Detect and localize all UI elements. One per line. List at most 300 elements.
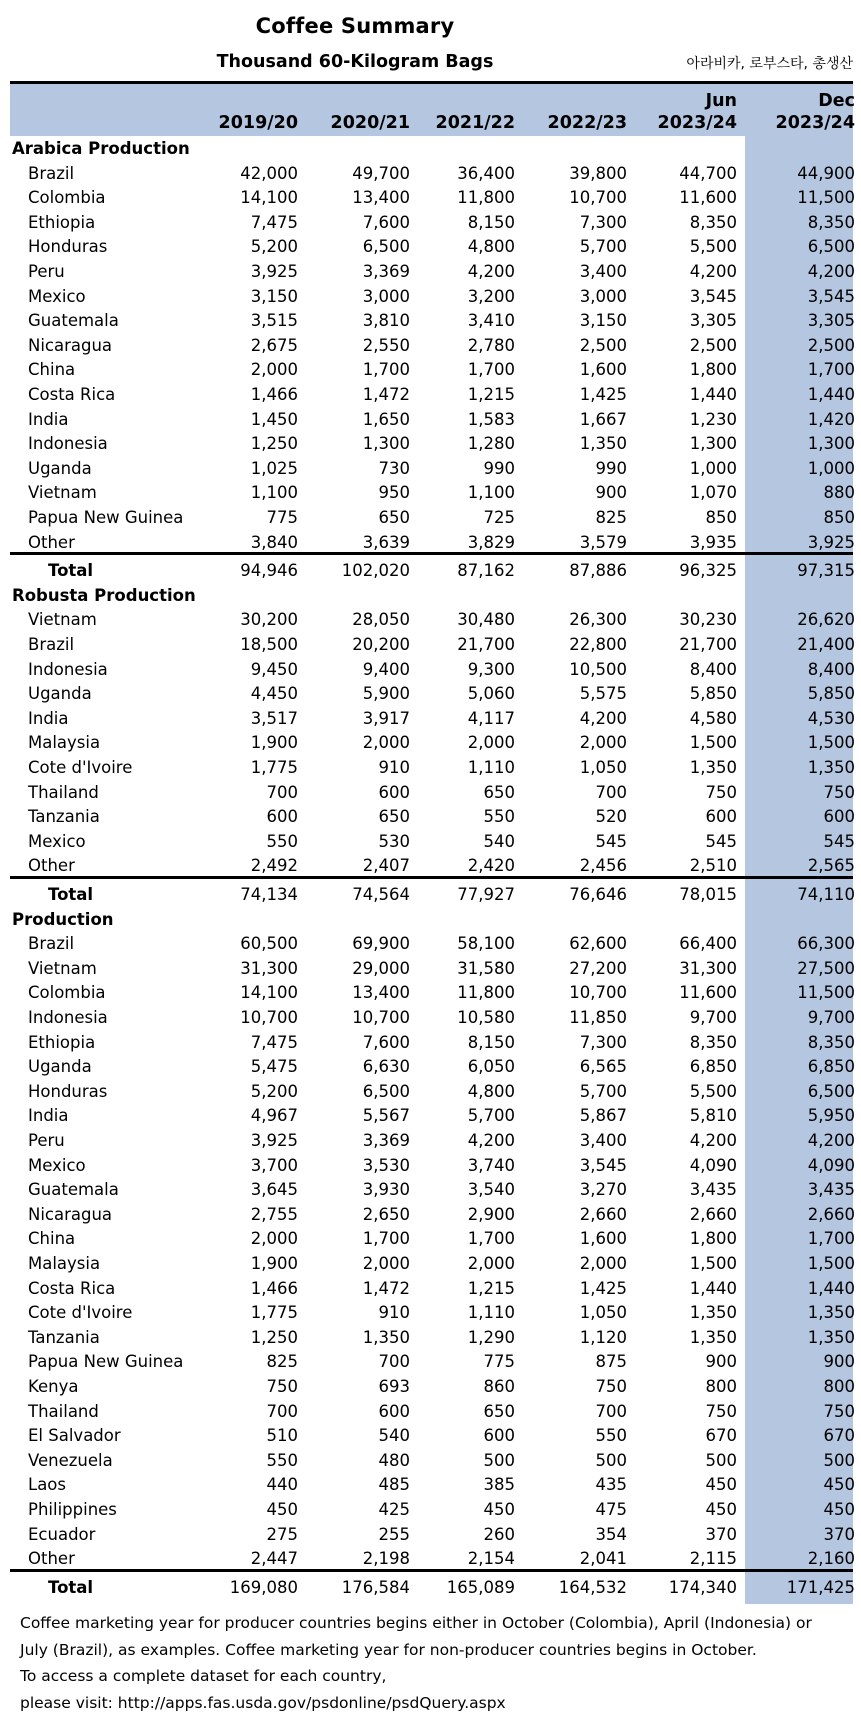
value-cell: 2,447 xyxy=(250,1549,298,1569)
value-cell: 2,660 xyxy=(807,1204,855,1224)
value-cell: 4,530 xyxy=(807,708,855,728)
country-label: Cote d'Ivoire xyxy=(28,1303,133,1323)
value-cell: 3,930 xyxy=(362,1180,410,1200)
total-value-cell: 165,089 xyxy=(446,1577,515,1597)
country-label: Mexico xyxy=(28,1155,86,1175)
value-cell: 260 xyxy=(483,1524,515,1544)
value-cell: 520 xyxy=(595,807,627,827)
value-cell: 31,300 xyxy=(679,958,737,978)
total-label: Total xyxy=(48,1577,94,1597)
value-cell: 950 xyxy=(378,483,410,503)
value-cell: 650 xyxy=(483,1401,515,1421)
value-cell: 1,700 xyxy=(362,360,410,380)
country-label: India xyxy=(28,409,69,429)
value-cell: 10,700 xyxy=(240,1008,298,1027)
country-label: Guatemala xyxy=(28,1180,119,1200)
value-cell: 1,425 xyxy=(579,1278,627,1298)
country-label: El Salvador xyxy=(28,1426,121,1446)
value-cell: 2,000 xyxy=(362,1254,410,1273)
value-cell: 10,580 xyxy=(457,1008,515,1027)
country-label: India xyxy=(28,708,69,728)
country-label: Honduras xyxy=(28,237,108,257)
value-cell: 1,350 xyxy=(807,1327,855,1347)
value-cell: 6,500 xyxy=(362,1081,410,1101)
value-cell: 3,740 xyxy=(467,1155,515,1175)
value-cell: 8,350 xyxy=(689,1032,737,1052)
value-cell: 1,466 xyxy=(250,385,298,404)
value-cell: 4,117 xyxy=(467,708,515,728)
country-label: India xyxy=(28,1106,69,1126)
value-cell: 5,575 xyxy=(579,684,627,704)
value-cell: 750 xyxy=(705,782,737,802)
country-label: Cote d'Ivoire xyxy=(28,758,133,777)
country-label: Venezuela xyxy=(28,1450,113,1470)
page-subtitle: Thousand 60-Kilogram Bags xyxy=(216,52,494,72)
value-cell: 825 xyxy=(266,1352,298,1372)
value-cell: 69,900 xyxy=(352,934,410,954)
value-cell: 1,350 xyxy=(689,758,737,777)
country-label: Colombia xyxy=(28,983,106,1003)
country-label: Guatemala xyxy=(28,311,119,331)
value-cell: 6,630 xyxy=(362,1057,410,1077)
total-value-cell: 87,162 xyxy=(457,561,515,581)
total-value-cell: 74,110 xyxy=(797,885,855,904)
value-cell: 4,200 xyxy=(467,262,515,281)
country-label: Mexico xyxy=(28,831,86,851)
value-cell: 1,472 xyxy=(362,385,410,404)
value-cell: 1,500 xyxy=(807,733,855,753)
value-cell: 11,600 xyxy=(679,983,737,1003)
value-cell: 1,775 xyxy=(250,1303,298,1323)
value-cell: 3,925 xyxy=(250,1131,298,1150)
total-row xyxy=(10,559,853,583)
value-cell: 5,700 xyxy=(467,1106,515,1126)
value-cell: 2,115 xyxy=(689,1549,737,1569)
table-row xyxy=(10,1154,853,1178)
country-label: Brazil xyxy=(28,163,75,183)
country-label: Uganda xyxy=(28,684,92,704)
country-label: Ecuador xyxy=(28,1524,96,1544)
column-header-top: Jun xyxy=(705,91,737,111)
section-title: Robusta Production xyxy=(12,585,196,605)
value-cell: 9,700 xyxy=(807,1008,855,1027)
footnote-line: please visit: http://apps.fas.usda.gov/psdonline/psdQuery.aspx xyxy=(20,1693,506,1712)
value-cell: 1,120 xyxy=(579,1327,627,1347)
value-cell: 11,500 xyxy=(797,983,855,1003)
value-cell: 30,230 xyxy=(679,610,737,630)
table-row xyxy=(10,1375,853,1399)
value-cell: 9,700 xyxy=(689,1008,737,1027)
country-label: Costa Rica xyxy=(28,1278,116,1298)
value-cell: 3,369 xyxy=(362,262,410,281)
table-row xyxy=(10,1301,853,1325)
value-cell: 750 xyxy=(823,782,855,802)
value-cell: 1,350 xyxy=(807,1303,855,1323)
table-row xyxy=(10,957,853,981)
value-cell: 275 xyxy=(266,1524,298,1544)
value-cell: 775 xyxy=(483,1352,515,1372)
section-heading xyxy=(10,908,853,932)
value-cell: 545 xyxy=(823,831,855,851)
country-label: Tanzania xyxy=(28,807,100,827)
value-cell: 1,350 xyxy=(689,1303,737,1323)
table-row xyxy=(10,1350,853,1374)
value-cell: 825 xyxy=(595,508,627,527)
value-cell: 700 xyxy=(595,782,627,802)
table-row xyxy=(10,358,853,382)
value-cell: 600 xyxy=(705,807,737,827)
country-label: Peru xyxy=(28,1131,65,1150)
value-cell: 2,565 xyxy=(807,856,855,876)
value-cell: 8,350 xyxy=(807,1032,855,1052)
table-row xyxy=(10,1252,853,1276)
total-label: Total xyxy=(48,561,94,581)
value-cell: 2,660 xyxy=(579,1204,627,1224)
table-row xyxy=(10,481,853,505)
total-value-cell: 77,927 xyxy=(457,885,515,904)
value-cell: 1,290 xyxy=(467,1327,515,1347)
value-cell: 3,305 xyxy=(689,311,737,331)
value-cell: 2,900 xyxy=(467,1204,515,1224)
country-label: China xyxy=(28,1229,76,1249)
total-value-cell: 74,134 xyxy=(240,885,298,904)
value-cell: 850 xyxy=(705,508,737,527)
total-label: Total xyxy=(48,885,94,904)
value-cell: 990 xyxy=(483,458,515,478)
country-label: Tanzania xyxy=(28,1327,100,1347)
value-cell: 2,000 xyxy=(467,1254,515,1273)
section-title: Production xyxy=(12,909,114,929)
value-cell: 475 xyxy=(595,1500,627,1519)
value-cell: 1,300 xyxy=(362,434,410,454)
value-cell: 5,810 xyxy=(689,1106,737,1126)
table-row xyxy=(10,506,853,530)
value-cell: 730 xyxy=(378,458,410,478)
total-value-cell: 174,340 xyxy=(668,1577,737,1597)
footnote-line: Coffee marketing year for producer countries begins either in October (Colombia), April (Indonesia) or xyxy=(20,1614,812,1633)
value-cell: 49,700 xyxy=(352,163,410,183)
table-row xyxy=(10,1400,853,1424)
value-cell: 1,800 xyxy=(689,360,737,380)
country-label: Brazil xyxy=(28,635,75,654)
table-row xyxy=(10,932,853,956)
value-cell: 2,755 xyxy=(250,1204,298,1224)
value-cell: 545 xyxy=(595,831,627,851)
value-cell: 500 xyxy=(483,1450,515,1470)
value-cell: 1,350 xyxy=(807,758,855,777)
value-cell: 5,200 xyxy=(250,237,298,257)
value-cell: 450 xyxy=(823,1475,855,1495)
value-cell: 4,090 xyxy=(689,1155,737,1175)
value-cell: 2,456 xyxy=(579,856,627,876)
country-label: Malaysia xyxy=(28,1254,101,1273)
value-cell: 5,500 xyxy=(689,237,737,257)
value-cell: 450 xyxy=(266,1500,298,1519)
value-cell: 750 xyxy=(705,1401,737,1421)
table-row xyxy=(10,1080,853,1104)
country-label: Vietnam xyxy=(28,483,97,503)
value-cell: 8,350 xyxy=(807,212,855,232)
value-cell: 2,500 xyxy=(579,335,627,355)
value-cell: 4,800 xyxy=(467,237,515,257)
value-cell: 4,200 xyxy=(689,262,737,281)
table-row xyxy=(10,211,853,235)
footnote-line: To access a complete dataset for each country, xyxy=(20,1667,387,1686)
value-cell: 2,000 xyxy=(250,1229,298,1249)
value-cell: 3,000 xyxy=(362,286,410,306)
value-cell: 31,580 xyxy=(457,958,515,978)
value-cell: 5,850 xyxy=(807,684,855,704)
value-cell: 5,567 xyxy=(362,1106,410,1126)
table-row xyxy=(10,162,853,186)
page-title: Coffee Summary xyxy=(255,14,455,38)
korean-note: 아라비카, 로부스타, 총생산 xyxy=(686,56,853,72)
value-cell: 3,517 xyxy=(250,708,298,728)
value-cell: 3,829 xyxy=(467,532,515,552)
value-cell: 8,150 xyxy=(467,212,515,232)
table-row xyxy=(10,781,853,805)
value-cell: 1,350 xyxy=(689,1327,737,1347)
value-cell: 3,917 xyxy=(362,708,410,728)
table-row xyxy=(10,408,853,432)
value-cell: 1,215 xyxy=(467,1278,515,1298)
value-cell: 1,600 xyxy=(579,360,627,380)
value-cell: 1,050 xyxy=(579,758,627,777)
country-label: Costa Rica xyxy=(28,385,116,404)
table-row xyxy=(10,1547,853,1571)
value-cell: 3,400 xyxy=(579,1131,627,1150)
table-row xyxy=(10,756,853,780)
value-cell: 500 xyxy=(823,1450,855,1470)
value-cell: 2,780 xyxy=(467,335,515,355)
value-cell: 5,700 xyxy=(579,237,627,257)
value-cell: 3,410 xyxy=(467,311,515,331)
value-cell: 6,850 xyxy=(807,1057,855,1077)
value-cell: 5,700 xyxy=(579,1081,627,1101)
country-label: Colombia xyxy=(28,188,106,208)
value-cell: 4,200 xyxy=(807,1131,855,1150)
value-cell: 6,050 xyxy=(467,1057,515,1077)
table-row xyxy=(10,805,853,829)
value-cell: 2,041 xyxy=(579,1549,627,1569)
section-heading xyxy=(10,584,853,608)
value-cell: 3,545 xyxy=(579,1155,627,1175)
value-cell: 10,500 xyxy=(569,659,627,679)
value-cell: 4,800 xyxy=(467,1081,515,1101)
value-cell: 36,400 xyxy=(457,163,515,183)
value-cell: 1,500 xyxy=(807,1254,855,1273)
country-label: Uganda xyxy=(28,1057,92,1077)
value-cell: 550 xyxy=(483,807,515,827)
value-cell: 3,645 xyxy=(250,1180,298,1200)
value-cell: 910 xyxy=(378,1303,410,1323)
value-cell: 6,565 xyxy=(579,1057,627,1077)
table-row xyxy=(10,1449,853,1473)
value-cell: 485 xyxy=(378,1475,410,1495)
value-cell: 1,110 xyxy=(467,1303,515,1323)
value-cell: 500 xyxy=(595,1450,627,1470)
value-cell: 6,500 xyxy=(362,237,410,257)
table-row xyxy=(10,432,853,456)
value-cell: 62,600 xyxy=(569,934,627,954)
value-cell: 990 xyxy=(595,458,627,478)
value-cell: 3,435 xyxy=(807,1180,855,1200)
value-cell: 550 xyxy=(266,1450,298,1470)
value-cell: 1,100 xyxy=(467,483,515,503)
value-cell: 693 xyxy=(378,1377,410,1396)
value-cell: 7,300 xyxy=(579,1032,627,1052)
value-cell: 1,700 xyxy=(467,1229,515,1249)
country-label: Philippines xyxy=(28,1500,117,1519)
value-cell: 1,000 xyxy=(807,458,855,478)
value-cell: 4,200 xyxy=(807,262,855,281)
value-cell: 4,200 xyxy=(689,1131,737,1150)
value-cell: 900 xyxy=(595,483,627,503)
value-cell: 1,110 xyxy=(467,758,515,777)
value-cell: 21,700 xyxy=(457,635,515,654)
country-label: Other xyxy=(28,856,75,876)
value-cell: 1,440 xyxy=(807,1278,855,1298)
value-cell: 14,100 xyxy=(240,188,298,208)
value-cell: 58,100 xyxy=(457,934,515,954)
value-cell: 2,510 xyxy=(689,856,737,876)
value-cell: 425 xyxy=(378,1500,410,1519)
value-cell: 1,100 xyxy=(250,483,298,503)
value-cell: 29,000 xyxy=(352,958,410,978)
value-cell: 600 xyxy=(378,782,410,802)
value-cell: 44,700 xyxy=(679,163,737,183)
value-cell: 1,215 xyxy=(467,385,515,404)
value-cell: 2,154 xyxy=(467,1549,515,1569)
country-label: Papua New Guinea xyxy=(28,508,184,527)
total-value-cell: 96,325 xyxy=(679,561,737,581)
value-cell: 540 xyxy=(483,831,515,851)
table-row xyxy=(10,235,853,259)
value-cell: 1,000 xyxy=(689,458,737,478)
value-cell: 8,400 xyxy=(689,659,737,679)
value-cell: 1,450 xyxy=(250,409,298,429)
value-cell: 30,200 xyxy=(240,610,298,630)
value-cell: 11,800 xyxy=(457,188,515,208)
total-value-cell: 78,015 xyxy=(679,885,737,904)
table-row xyxy=(10,260,853,284)
value-cell: 3,700 xyxy=(250,1155,298,1175)
value-cell: 910 xyxy=(378,758,410,777)
value-cell: 2,492 xyxy=(250,856,298,876)
country-label: Honduras xyxy=(28,1081,108,1101)
value-cell: 450 xyxy=(705,1475,737,1495)
value-cell: 4,450 xyxy=(250,684,298,704)
value-cell: 480 xyxy=(378,1450,410,1470)
value-cell: 650 xyxy=(378,508,410,527)
total-rule xyxy=(10,1569,853,1572)
value-cell: 6,500 xyxy=(807,1081,855,1101)
value-cell: 5,900 xyxy=(362,684,410,704)
table-row xyxy=(10,731,853,755)
value-cell: 1,300 xyxy=(689,434,737,454)
table-row xyxy=(10,707,853,731)
value-cell: 2,000 xyxy=(579,733,627,753)
total-value-cell: 171,425 xyxy=(786,1577,855,1597)
country-label: Laos xyxy=(28,1475,66,1495)
country-label: Indonesia xyxy=(28,434,108,454)
value-cell: 850 xyxy=(823,508,855,527)
value-cell: 1,667 xyxy=(579,409,627,429)
value-cell: 3,530 xyxy=(362,1155,410,1175)
value-cell: 5,500 xyxy=(689,1081,737,1101)
table-row xyxy=(10,608,853,632)
footnote-line: July (Brazil), as examples. Coffee marketing year for non-producer countries begins in October. xyxy=(20,1640,757,1659)
value-cell: 1,800 xyxy=(689,1229,737,1249)
value-cell: 2,000 xyxy=(467,733,515,753)
value-cell: 1,425 xyxy=(579,385,627,404)
table-row xyxy=(10,285,853,309)
section-heading xyxy=(10,137,853,161)
country-label: Vietnam xyxy=(28,610,97,630)
value-cell: 1,440 xyxy=(807,385,855,404)
value-cell: 1,775 xyxy=(250,758,298,777)
value-cell: 10,700 xyxy=(352,1008,410,1027)
value-cell: 60,500 xyxy=(240,934,298,954)
value-cell: 900 xyxy=(705,1352,737,1372)
value-cell: 5,475 xyxy=(250,1057,298,1077)
value-cell: 4,580 xyxy=(689,708,737,728)
value-cell: 3,545 xyxy=(807,286,855,306)
value-cell: 1,230 xyxy=(689,409,737,429)
country-label: Ethiopia xyxy=(28,1032,96,1052)
value-cell: 1,050 xyxy=(579,1303,627,1323)
value-cell: 3,400 xyxy=(579,262,627,281)
value-cell: 9,450 xyxy=(250,659,298,679)
table-row xyxy=(10,830,853,854)
value-cell: 750 xyxy=(823,1401,855,1421)
table-row xyxy=(10,1203,853,1227)
table-row xyxy=(10,1326,853,1350)
table-row xyxy=(10,1498,853,1522)
value-cell: 5,200 xyxy=(250,1081,298,1101)
country-label: Mexico xyxy=(28,286,86,306)
value-cell: 7,600 xyxy=(362,1032,410,1052)
value-cell: 1,300 xyxy=(807,434,855,454)
value-cell: 1,472 xyxy=(362,1278,410,1298)
column-header-top: Dec xyxy=(818,91,855,111)
value-cell: 3,579 xyxy=(579,532,627,552)
value-cell: 26,620 xyxy=(797,610,855,630)
value-cell: 9,400 xyxy=(362,659,410,679)
value-cell: 600 xyxy=(483,1426,515,1446)
value-cell: 3,000 xyxy=(579,286,627,306)
country-label: Nicaragua xyxy=(28,1204,113,1224)
value-cell: 1,500 xyxy=(689,1254,737,1273)
value-cell: 2,660 xyxy=(689,1204,737,1224)
value-cell: 860 xyxy=(483,1377,515,1396)
value-cell: 4,967 xyxy=(250,1106,298,1126)
table-row xyxy=(10,1104,853,1128)
value-cell: 11,500 xyxy=(797,188,855,208)
value-cell: 14,100 xyxy=(240,983,298,1003)
value-cell: 11,850 xyxy=(569,1008,627,1027)
country-label: Ethiopia xyxy=(28,212,96,232)
total-value-cell: 94,946 xyxy=(240,561,298,581)
value-cell: 545 xyxy=(705,831,737,851)
value-cell: 1,650 xyxy=(362,409,410,429)
value-cell: 3,435 xyxy=(689,1180,737,1200)
value-cell: 3,840 xyxy=(250,532,298,552)
table-row xyxy=(10,1523,853,1547)
value-cell: 11,800 xyxy=(457,983,515,1003)
value-cell: 1,900 xyxy=(250,733,298,753)
total-value-cell: 87,886 xyxy=(569,561,627,581)
